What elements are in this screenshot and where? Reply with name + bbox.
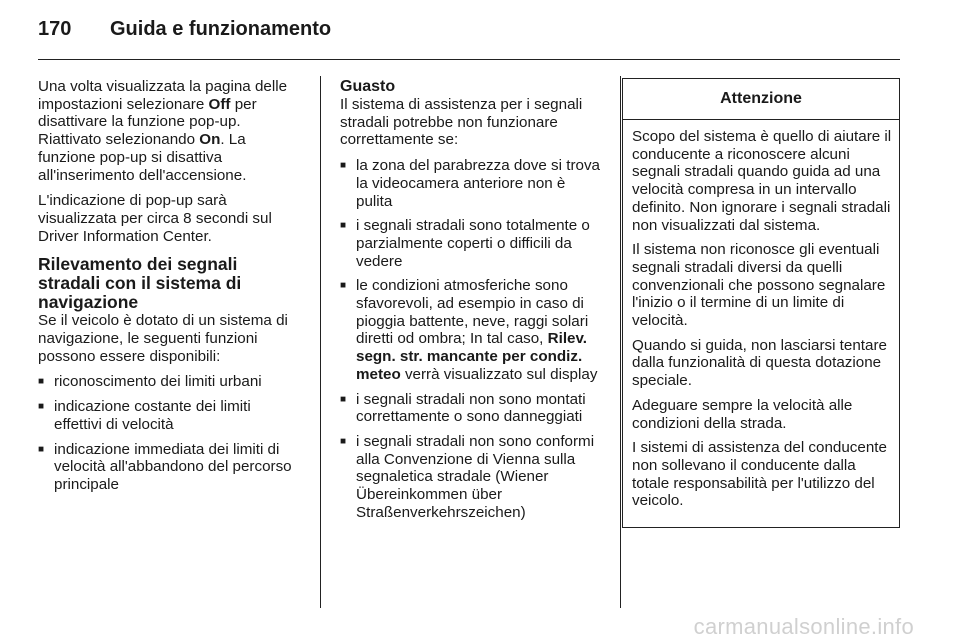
settings-paragraph: Una volta visualizzata la pagina delle impostazioni selezionare Off per disattivare la funzione pop-up. Riattivato selezionando On. La funzione pop-up si disattiva all'inserimento dell'accensione. [38, 78, 288, 184]
warning-paragraph: Il sistema non riconosce gli eventuali segnali stradali diversi da quelli convenzionali che possono segnalare l'inizio o il termine di un limite di velocità. [632, 241, 886, 330]
page-header [38, 18, 331, 41]
popup-duration-paragraph: L'indicazione di pop-up sarà visualizzata per circa 8 secondi sul Driver Information Center. [38, 192, 272, 245]
warning-paragraph: Quando si guida, non lasciarsi tentare dalla funzionalità di questa dotazione speciale. [632, 336, 887, 390]
list-item: ■ riconoscimento dei limiti urbani [38, 373, 300, 391]
navigation-intro: Se il veicolo è dotato di un sistema di navigazione, le seguenti funzioni possono essere disponibili: [38, 312, 288, 365]
list-item: ■ le condizioni atmosferiche sono sfavorevoli, ad esempio in caso di pioggia battente, neve, raggi solari diretti od ombra; In tal caso, Rilev. segn. str. mancante per condiz. meteo verrà visualizzato sul display [340, 277, 602, 383]
list-item: ■ i segnali stradali non sono montati correttamente o sono danneggiati [340, 391, 602, 426]
warning-paragraph: Scopo del sistema è quello di aiutare il conducente a riconoscere alcuni segnali stradali quando guida ad una velocità compresa in un intervallo definito. Non ignorare i segnali stradali non visualizzati dal sistema. [632, 128, 892, 234]
warning-paragraph: Adeguare sempre la velocità alle condizioni della strada. [632, 396, 853, 432]
list-item: ■ i segnali stradali non sono conformi alla Convenzione di Vienna sulla segnaletica stradale (Wiener Übereinkommen über Straßenverkehrszeichen) [340, 433, 602, 522]
column-left [38, 78, 300, 501]
header-rule [38, 59, 900, 60]
off-option: Off [208, 95, 231, 113]
fault-conditions-list [340, 157, 602, 521]
watermark: carmanualsonline.info [693, 614, 914, 639]
page-title: Guida e funzionamento [110, 18, 332, 40]
warning-body [623, 120, 899, 510]
fault-heading: Guasto [340, 78, 396, 95]
warning-paragraph: I sistemi di assistenza del conducente non sollevano il conducente dalla totale responsabilità per l'utilizzo del veicolo. [632, 439, 887, 510]
display-message: Rilev. segn. str. mancante per condiz. meteo [356, 330, 588, 383]
navigation-features-list [38, 373, 300, 493]
navigation-section-heading: Rilevamento dei segnali stradali con il sistema di navigazione [38, 254, 242, 313]
page-number: 170 [38, 18, 72, 40]
column-divider [320, 76, 321, 608]
warning-box [622, 78, 900, 528]
warning-title: Attenzione [623, 79, 899, 120]
list-item: ■ la zona del parabrezza dove si trova la videocamera anteriore non è pulita [340, 157, 602, 210]
list-item: ■ indicazione costante dei limiti effettivi di velocità [38, 398, 300, 433]
fault-intro: Il sistema di assistenza per i segnali stradali potrebbe non funzionare correttamente se: [340, 96, 583, 149]
column-middle [340, 78, 602, 528]
list-item: ■ i segnali stradali sono totalmente o parzialmente coperti o difficili da vedere [340, 217, 602, 270]
column-divider [620, 76, 621, 608]
list-item: ■ indicazione immediata dei limiti di velocità all'abbandono del percorso principale [38, 441, 300, 494]
on-option: On [199, 131, 221, 149]
